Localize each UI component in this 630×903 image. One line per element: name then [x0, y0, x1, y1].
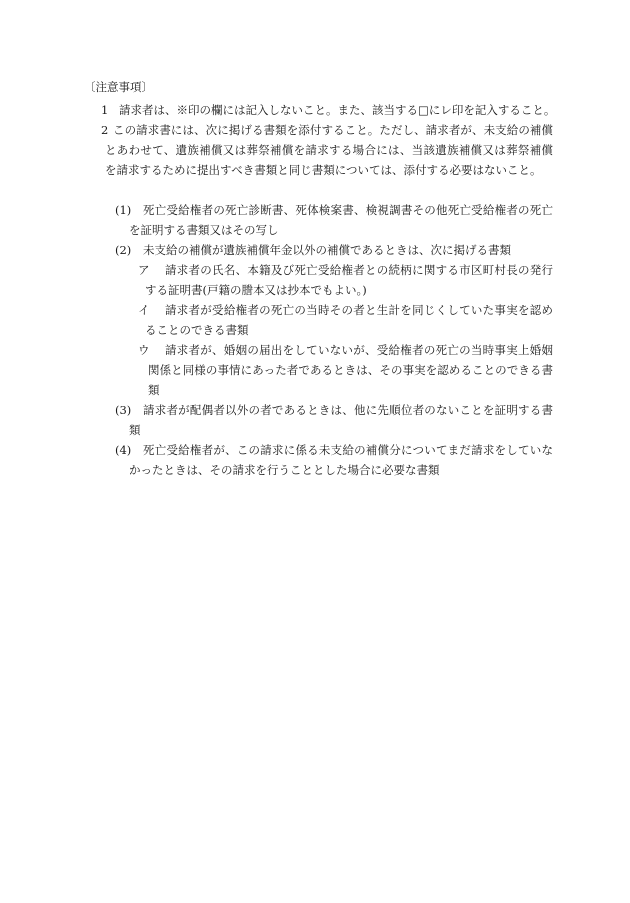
note-item-2-2 — [115, 240, 553, 260]
note-number: (3) — [115, 403, 132, 417]
note-number: 2 — [101, 123, 109, 137]
note-item-1 — [101, 100, 561, 120]
note-number: 1 — [101, 103, 109, 117]
note-number: (4) — [115, 443, 132, 457]
note-number: (2) — [115, 243, 132, 257]
note-text: 請求者は、※印の欄には記入しないこと。また、該当する□にレ印を記入すること。 — [119, 103, 556, 117]
note-text: 死亡受給権者の死亡診断書、死体検案書、検視調書その他死亡受給権者の死亡を証明する書類又はその写し — [129, 203, 553, 237]
note-text: 死亡受給権者が、この請求に係る未支給の補償分についてまだ請求をしていなかったときは、その請求を行うこととした場合に必要な書類 — [129, 443, 553, 477]
note-item-2-1 — [115, 200, 553, 240]
note-number: (1) — [115, 203, 132, 217]
note-text: 請求者が受給権者の死亡の当時その者と生計を同じくしていた事実を認めることのできる書類 — [145, 303, 553, 337]
note-number: ア — [138, 263, 150, 277]
note-item-2-2-u — [138, 340, 553, 400]
note-text: 請求者が、婚姻の届出をしていないが、受給権者の死亡の当時事実上婚姻関係と同様の事情にあった者であるときは、その事実を認めることのできる書類 — [148, 343, 553, 397]
note-text: 請求者が配偶者以外の者であるときは、他に先順位者のないことを証明する書類 — [129, 403, 553, 437]
note-item-2-2-i — [138, 300, 553, 340]
note-item-2-4 — [115, 440, 553, 480]
note-item-2-3 — [115, 400, 553, 440]
note-text: 未支給の補償が遺族補償年金以外の補償であるときは、次に掲げる書類 — [143, 243, 511, 257]
note-number: ウ — [138, 343, 150, 357]
note-text: この請求書には、次に掲げる書類を添付すること。ただし、請求者が、未支給の補償とあわせて、遺族補償又は葬祭補償を請求する場合には、当該遺族補償又は葬祭補償を請求するために提出すべき書類と同じ書類については、添付する必要はないこと。 — [105, 123, 553, 177]
note-number: イ — [138, 303, 150, 317]
note-item-2 — [101, 120, 553, 180]
notes-heading: 〔注意事項〕 — [84, 80, 153, 94]
note-text: 請求者の氏名、本籍及び死亡受給権者との続柄に関する市区町村長の発行する証明書(戸籍の謄本又は抄本でもよい。) — [145, 263, 553, 297]
note-item-2-2-a — [138, 260, 553, 300]
